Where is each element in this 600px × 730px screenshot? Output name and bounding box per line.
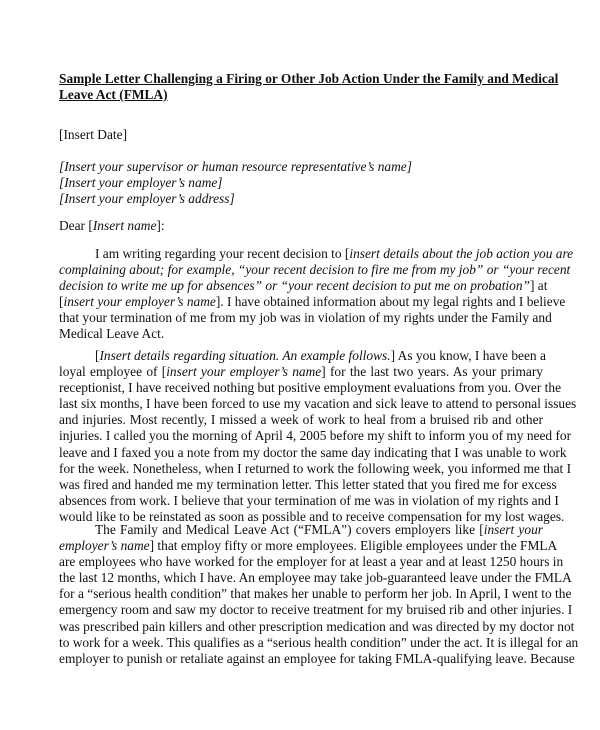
salutation: Dear [Insert name]: bbox=[59, 218, 165, 233]
addressee-line: [Insert your employer’s name] bbox=[59, 175, 223, 190]
title-line: Sample Letter Challenging a Firing or Other Job Action Under the Family and Medical bbox=[59, 71, 559, 86]
paragraph-1 bbox=[59, 246, 574, 343]
para-line: [insert your employer’s name]. I have obtained information about my legal rights and I believe bbox=[59, 294, 566, 310]
para-line: would like to be reinstated as soon as possible and to receive compensation for my lost wages. bbox=[59, 508, 565, 524]
para-line: that your termination of me from my job was in violation of my rights under the Family and bbox=[59, 310, 552, 326]
para-line: emergency room and saw my doctor to receive treatment for my bruised rib and other injuries. I bbox=[59, 602, 573, 618]
addressee-line: [Insert your supervisor or human resource representative’s name] bbox=[59, 159, 412, 174]
para-line: for a “serious health condition” that makes her unable to perform her job. In April, I went to the bbox=[59, 586, 572, 602]
para-line: complaining about; for example, “your recent decision to fire me from my job” or “your recent bbox=[59, 262, 571, 278]
date-line bbox=[59, 127, 549, 143]
addressee-line: [Insert your employer’s address] bbox=[59, 191, 235, 206]
para-line: receptionist, I have received nothing but positive employment evaluations from you. Over the bbox=[59, 380, 562, 396]
date-placeholder: [Insert Date] bbox=[59, 127, 128, 142]
para-line: the last 12 months, which I have. An employee may take job-guaranteed leave under the FMLA bbox=[59, 570, 572, 586]
salutation-name: Insert name bbox=[92, 218, 157, 233]
para-line: The Family and Medical Leave Act (“FMLA”) covers employers like [insert your bbox=[95, 522, 543, 537]
para-line: [Insert details regarding situation. An example follows.] As you know, I have been a bbox=[95, 348, 546, 363]
para-line: was prescribed pain killers and other prescription medication and was directed by my doctor not bbox=[59, 618, 575, 634]
para-line: for the week. Nonetheless, when I returned to work the following week, you informed me that I bbox=[59, 460, 572, 476]
para-line: Medical Leave Act. bbox=[59, 326, 165, 342]
title-line: Leave Act (FMLA) bbox=[59, 87, 168, 102]
para-line: are employees who have worked for the employer for at least a year and at least 1250 hours in bbox=[59, 554, 564, 570]
para-line: loyal employee of [insert your employer’s name] for the last two years. As your primary bbox=[59, 364, 544, 380]
addressee-block bbox=[59, 159, 549, 207]
paragraph-3 bbox=[59, 522, 579, 667]
para-line: decision to write me up for absences” or “your recent decision to put me on probation”] at bbox=[59, 278, 548, 294]
para-line: to work for a week. This qualifies as a “serious health condition” under the act. It is illegal for an bbox=[59, 634, 579, 650]
para-line: last six months, I have been forced to use my vacation and sick leave to attend to personal issues bbox=[59, 396, 577, 412]
para-line: employer to punish or retaliate against an employee for taking FMLA-qualifying leave. Because bbox=[59, 650, 575, 666]
para-line: was fired and handed me my termination letter. This letter stated that you fired me for excess bbox=[59, 476, 557, 492]
para-line: I am writing regarding your recent decision to [insert details about the job action you are bbox=[95, 246, 574, 261]
para-line: absences from work. I believe that your termination of me was in violation of my rights and I bbox=[59, 492, 559, 508]
para-line: injuries. I called you the morning of April 4, 2005 before my shift to inform you of my need for bbox=[59, 428, 572, 444]
para-line: employer’s name] that employ fifty or more employees. Eligible employees under the FMLA bbox=[59, 538, 558, 554]
para-line: and injuries. Most recently, I missed a week of work to heal from a bruised rib and other bbox=[59, 412, 543, 428]
para-line: leave and I faxed you a note from my doctor the same day indicating that I was unable to work bbox=[59, 444, 567, 460]
document-title bbox=[59, 71, 559, 103]
paragraph-2 bbox=[59, 348, 577, 525]
